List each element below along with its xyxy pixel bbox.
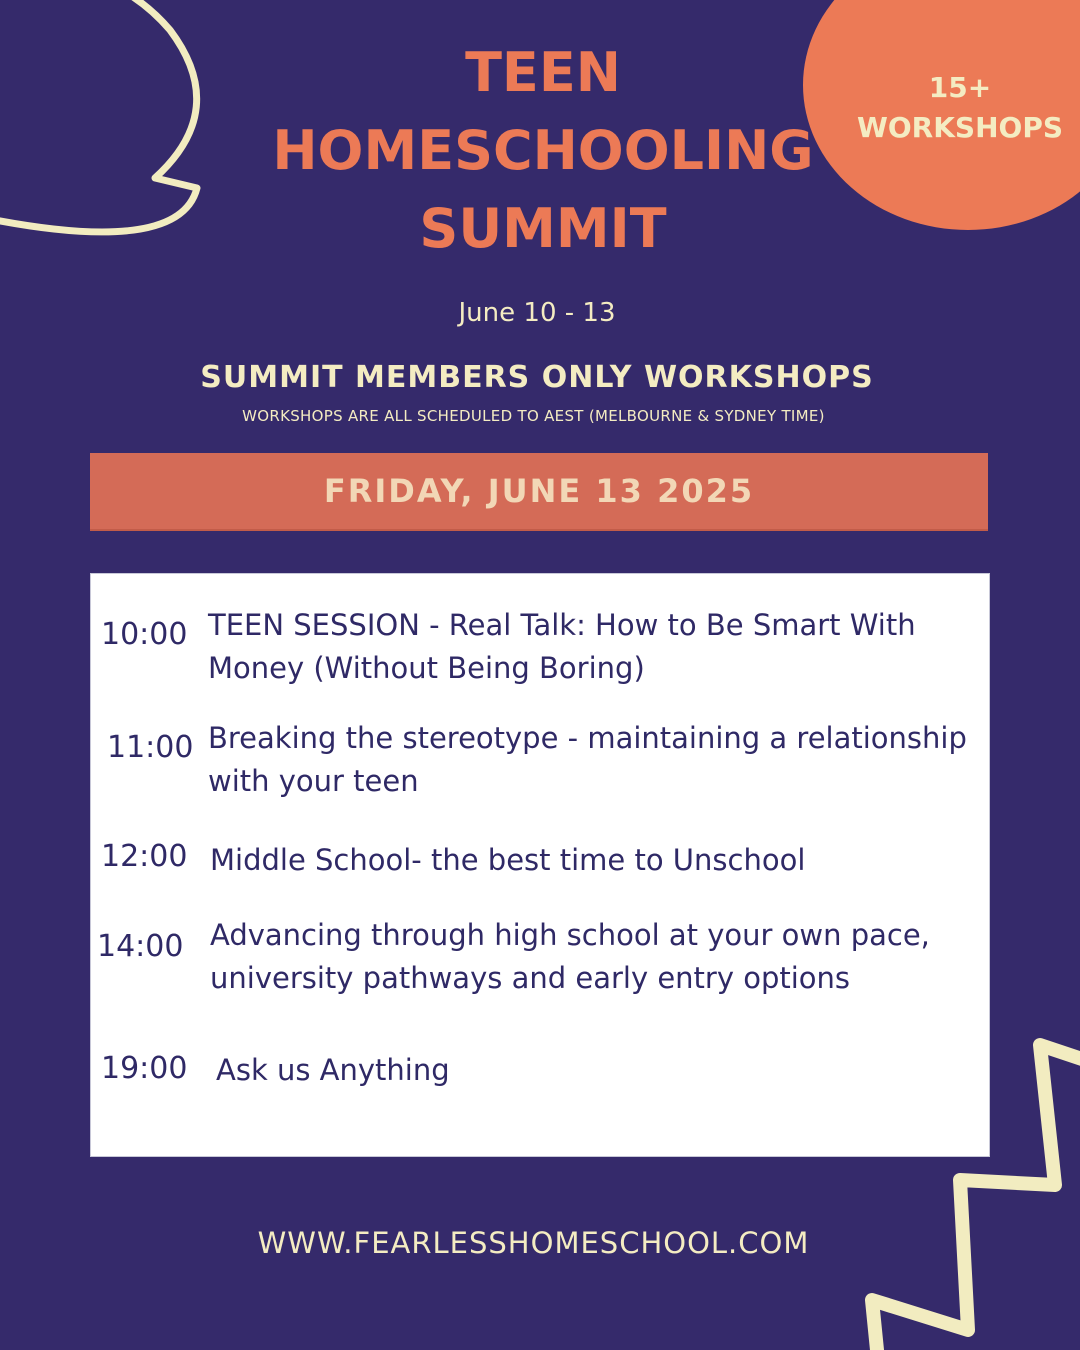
timezone-note: WORKSHOPS ARE ALL SCHEDULED TO AEST (MELBOURNE & SYDNEY TIME): [242, 407, 825, 425]
page-title: [200, 34, 886, 268]
schedule-card: [90, 573, 990, 1157]
day-banner: [90, 453, 988, 531]
session-title: Ask us Anything: [216, 1053, 450, 1087]
badge-line: WORKSHOPS: [856, 111, 1064, 144]
session-title: TEEN SESSION - Real Talk: How to Be Smart With Money (Without Being Boring): [208, 608, 916, 685]
session-time: 19:00: [101, 1051, 188, 1086]
badge-line: 15+: [928, 71, 992, 104]
swirl-line-decoration: [0, 0, 197, 232]
session-title: Advancing through high school at your own pace, university pathways and early entry options: [210, 918, 930, 995]
event-dates: June 10 - 13: [458, 298, 616, 328]
session-time: 14:00: [97, 929, 184, 964]
session-time: 12:00: [101, 839, 188, 874]
title-line: HOMESCHOOLING: [272, 119, 814, 182]
website-link[interactable]: WWW.FEARLESSHOMESCHOOL.COM: [257, 1226, 810, 1260]
session-time: 11:00: [107, 730, 194, 765]
session-title: Middle School- the best time to Unschool: [210, 843, 806, 877]
session-title: Breaking the stereotype - maintaining a relationship with your teen: [208, 721, 967, 798]
session-time: 10:00: [101, 617, 188, 652]
day-label: FRIDAY, JUNE 13 2025: [323, 472, 755, 510]
title-line: SUMMIT: [419, 197, 667, 260]
members-only-subtitle: SUMMIT MEMBERS ONLY WORKSHOPS: [200, 360, 874, 395]
title-line: TEEN: [465, 41, 621, 104]
